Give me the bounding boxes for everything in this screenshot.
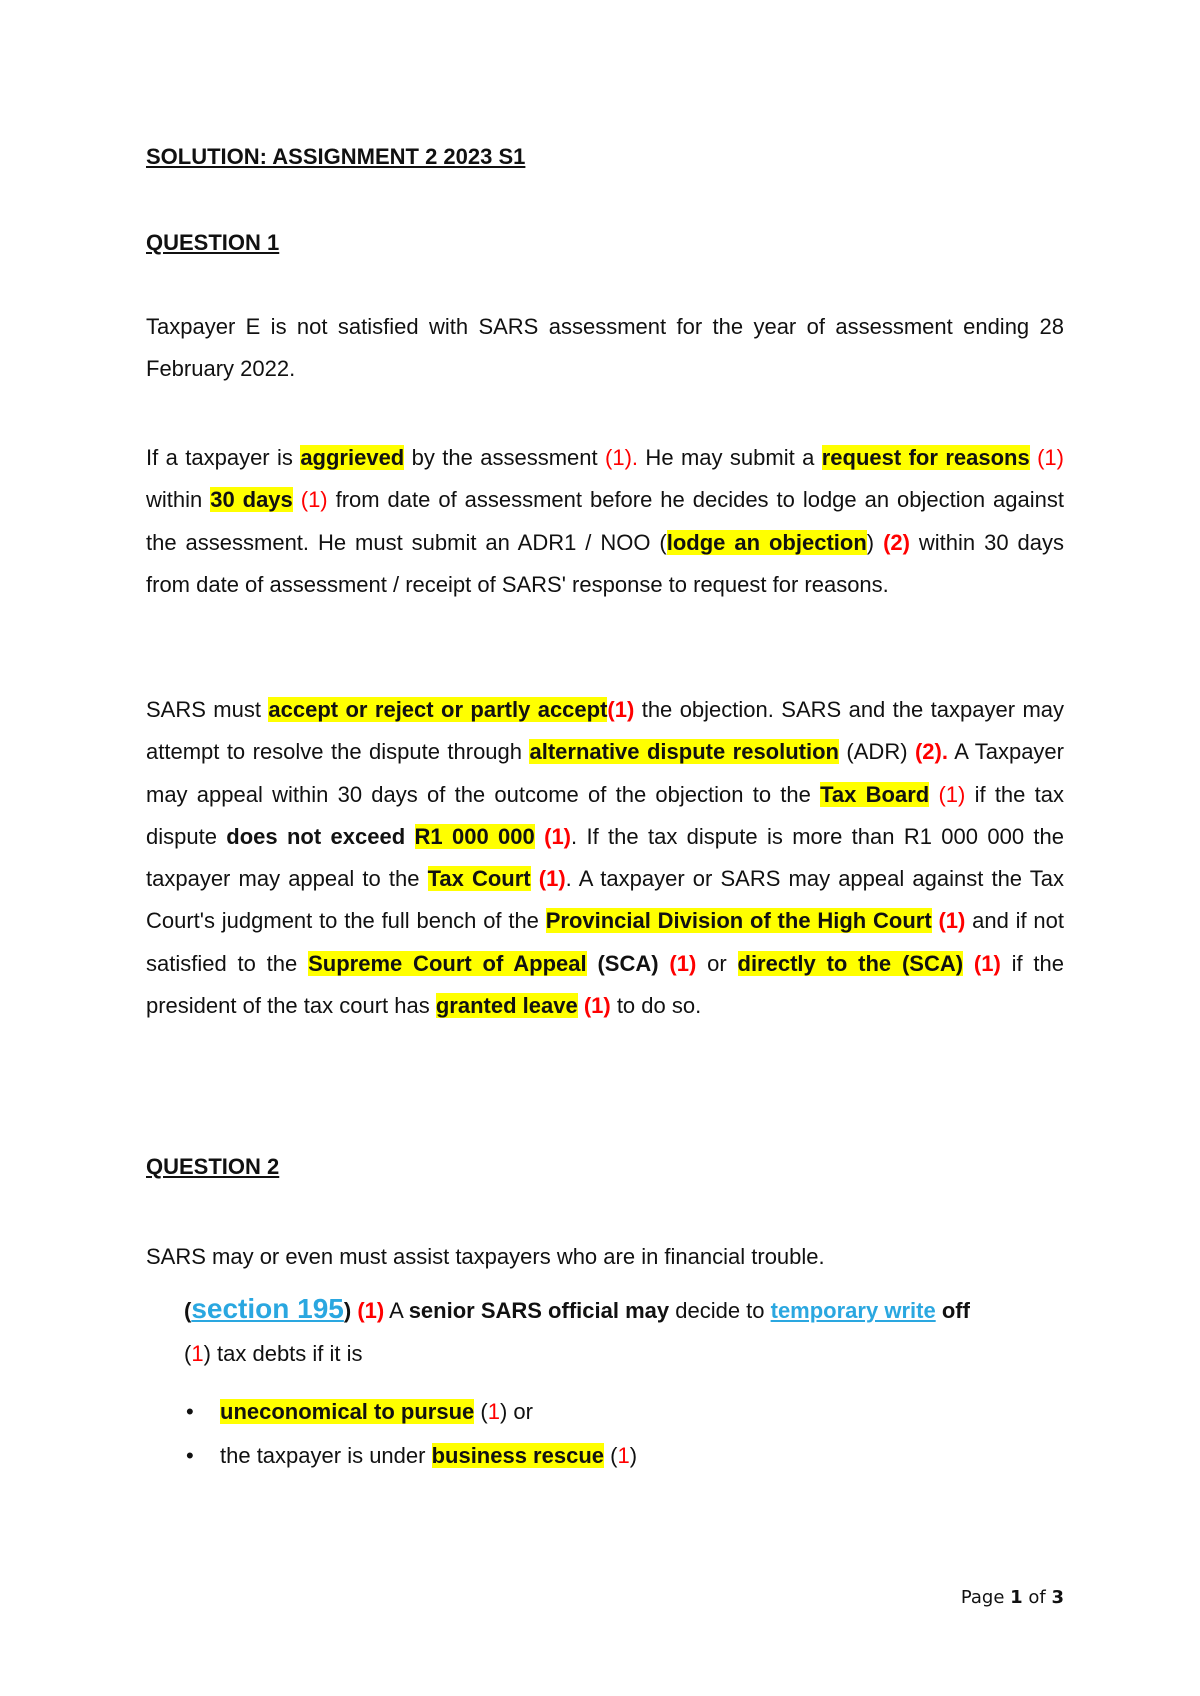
- text-run: . A taxpayer or SARS may appeal against the Tax Court's judgment to the full bench of the: [146, 866, 1065, 934]
- mark: (1): [1037, 445, 1064, 470]
- question-1-objection-paragraph: [146, 437, 1064, 606]
- text-run: [531, 866, 539, 891]
- text-run: ): [866, 529, 884, 555]
- mark: (1): [973, 950, 1001, 976]
- bold-off: off: [941, 1298, 970, 1323]
- list-item: [184, 1390, 1064, 1434]
- text-run: ) or: [499, 1399, 533, 1424]
- question-2-intro: SARS may or even must assist taxpayers who are in financial trouble.: [146, 1244, 825, 1269]
- bold-does-not-exceed: does not exceed: [226, 823, 406, 849]
- highlight-30-days: 30 days: [210, 487, 293, 513]
- mark: (1): [583, 993, 611, 1019]
- mark: (1): [607, 697, 635, 722]
- page-label: Page: [960, 1587, 1011, 1608]
- highlight-uneconomical: uneconomical to pursue: [220, 1399, 475, 1424]
- mark: (1): [938, 908, 966, 934]
- mark: (2).: [914, 739, 948, 765]
- text-run: [587, 951, 598, 976]
- document-title: SOLUTION: ASSIGNMENT 2 2023 S1: [146, 144, 526, 169]
- mark: 1: [191, 1341, 204, 1366]
- text-run: [405, 824, 414, 849]
- question-1-heading: QUESTION 1: [146, 230, 280, 255]
- text-run: [535, 824, 544, 849]
- highlight-supreme-court: Supreme Court of Appeal: [308, 950, 587, 976]
- bullet-icon: •: [186, 1399, 194, 1424]
- bold-senior-official: senior SARS official may: [408, 1298, 670, 1323]
- text-run: (: [184, 1341, 192, 1366]
- mark: (1): [669, 950, 697, 976]
- bullet-icon: •: [186, 1443, 194, 1468]
- highlight-request-for-reasons: request for reasons: [821, 445, 1030, 470]
- text-run: ): [629, 1443, 638, 1468]
- text-run: (ADR): [838, 739, 915, 765]
- text-run: If a taxpayer is: [146, 445, 301, 470]
- mark: (1): [357, 1298, 385, 1323]
- text-run: within: [146, 487, 211, 513]
- question-2-heading: QUESTION 2: [146, 1154, 280, 1179]
- text-run: A Taxpayer may appeal within 30 days of the outcome of the objection to the: [146, 739, 1064, 807]
- text-run: . If the tax dispute is more than R1 000 000 the taxpayer may appeal to the: [146, 823, 1064, 892]
- text-run: within 30 days from date of assessment / receipt of SARS' response to request for reasons.: [146, 529, 1064, 597]
- paren-close: ): [343, 1298, 352, 1323]
- page-total: 3: [1051, 1587, 1064, 1608]
- mark: (2): [883, 529, 910, 555]
- mark: 1: [617, 1443, 630, 1468]
- mark: (1): [538, 866, 566, 892]
- text-run: and if not satisfied to the: [146, 908, 1064, 976]
- mark: (1).: [605, 445, 639, 470]
- text-run: ) tax debts if it is: [203, 1341, 363, 1366]
- mark: (1): [544, 823, 572, 849]
- text-run: or: [696, 950, 738, 976]
- highlight-high-court: Provincial Division of the High Court: [545, 908, 932, 934]
- highlight-aggrieved: aggrieved: [300, 445, 405, 470]
- text-run: the objection. SARS and the taxpayer may attempt to resolve the dispute through: [146, 697, 1065, 765]
- page-number: 1: [1010, 1587, 1023, 1608]
- temporary-write-link[interactable]: temporary write: [770, 1298, 936, 1323]
- highlight-granted-leave: granted leave: [435, 993, 578, 1019]
- question-2-section-paragraph: [184, 1287, 1064, 1375]
- text-run: SARS must: [146, 697, 269, 722]
- text-run: (: [604, 1443, 618, 1468]
- text-run: (: [474, 1399, 488, 1424]
- paren-open: (: [184, 1298, 192, 1323]
- text-run: from date of assessment before he decides to lodge an objection against the assessment. He must submit an ADR1 / NOO (: [146, 487, 1064, 555]
- bold-sca: (SCA): [597, 950, 659, 976]
- text-run: [293, 487, 301, 512]
- text-run: by the assessment: [404, 445, 606, 470]
- text-run: if the tax dispute: [146, 781, 1064, 849]
- highlight-tax-board: Tax Board: [820, 781, 930, 807]
- text-run: the taxpayer is under: [220, 1443, 432, 1468]
- page-footer: [961, 1587, 1064, 1608]
- highlight-directly-sca: directly to the (SCA): [737, 950, 964, 976]
- of-label: of: [1022, 1587, 1052, 1608]
- highlight-adr: alternative dispute resolution: [529, 739, 839, 765]
- highlight-lodge-an-objection: lodge an objection: [666, 529, 867, 555]
- question-2-bullet-list: [184, 1390, 1064, 1478]
- highlight-business-rescue: business rescue: [431, 1443, 605, 1468]
- text-run: A: [384, 1298, 409, 1323]
- question-1-appeal-paragraph: [146, 689, 1064, 1027]
- text-run: decide to: [669, 1298, 771, 1323]
- question-1-intro: Taxpayer E is not satisfied with SARS assessment for the year of assessment ending 28 February 2022.: [146, 314, 1064, 382]
- highlight-accept-reject: accept or reject or partly accept: [268, 697, 608, 722]
- list-item: [184, 1434, 1064, 1478]
- text-run: [1030, 445, 1037, 470]
- text-run: He may submit a: [638, 445, 822, 470]
- section-195-link[interactable]: section 195: [191, 1293, 344, 1324]
- text-run: [963, 951, 974, 976]
- highlight-tax-court: Tax Court: [427, 866, 531, 892]
- highlight-r1-000-000: R1 000 000: [414, 823, 535, 849]
- text-run: to do so.: [610, 993, 702, 1019]
- mark: 1: [487, 1399, 500, 1424]
- text-run: if the president of the tax court has: [146, 950, 1065, 1019]
- mark: (1): [938, 781, 966, 807]
- mark: (1): [300, 487, 328, 513]
- text-run: [659, 951, 670, 976]
